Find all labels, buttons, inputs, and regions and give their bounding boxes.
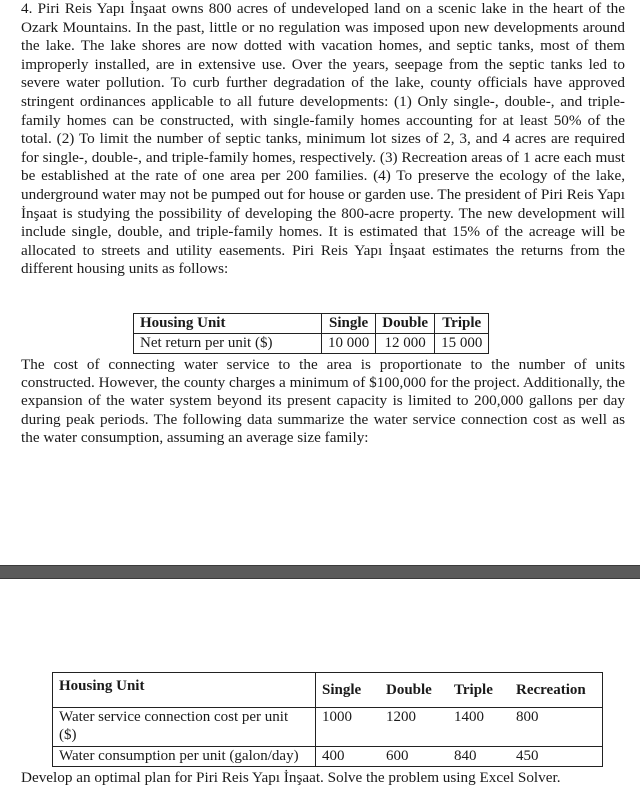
- water-header-double: Double: [386, 682, 432, 698]
- water-consumption-single: 400: [316, 747, 381, 767]
- returns-single-value: 10 000: [322, 334, 376, 354]
- water-header-recreation: Recreation: [516, 682, 586, 698]
- page-divider: [0, 565, 640, 579]
- problem-paragraph-2: The cost of connecting water service to the area is proportionate to the number of units constructed. However, the county charges a minimum of $100,000 for the project. Additionally, the expansion of the water system beyond its present capacity is limited to 200,000 gallons per day during peak periods. The following data summarize the water service connection cost as well as the water consumption, assuming an average size family:: [21, 356, 625, 446]
- problem-paragraph-1: 4. Piri Reis Yapı İnşaat owns 800 acres of undeveloped land on a scenic lake in the heart of the Ozark Mountains. In the past, little or no regulation was imposed upon new developments around the lake. The lake shores are now dotted with vacation homes, and septic tanks, most of them improperly installed, are in extensive use. Over the years, seepage from the septic tanks led to severe water pollution. To curb further degradation of the lake, county officials have approved stringent ordinances applicable to all future developments: (1) Only single-, double-, and triple-family homes can be constructed, with single-family homes accounting for at least 50% of the total. (2) To limit the number of septic tanks, minimum lot sizes of 2, 3, and 4 acres are required for single-, double-, and triple-family homes, respectively. (3) Recreation areas of 1 acre each must be established at the rate of one area per 200 families. (4) To preserve the ecology of the lake, underground water may not be pumped out for house or garden use. The president of Piri Reis Yapı İnşaat is studying the possibility of developing the 800-acre property. The new development will include single, double, and triple-family homes. It is estimated that 15% of the acreage will be allocated to streets and utility easements. Piri Reis Yapı İnşaat estimates the returns from the different housing units as follows:: [21, 0, 625, 278]
- returns-header-double: Double: [376, 314, 435, 334]
- water-consumption-recreation: 450: [510, 747, 603, 767]
- water-consumption-triple: 840: [448, 747, 510, 767]
- water-header-unit: Housing Unit: [53, 673, 316, 708]
- returns-row-label: Net return per unit ($): [134, 334, 322, 354]
- task-instruction: Develop an optimal plan for Piri Reis Yapı İnşaat. Solve the problem using Excel Solver.: [21, 769, 561, 786]
- water-consumption-label: Water consumption per unit (galon/day): [53, 747, 316, 767]
- water-header-single: Single: [322, 682, 362, 698]
- water-table: [52, 672, 603, 767]
- water-cost-label: Water service connection cost per unit ($): [53, 708, 316, 747]
- water-consumption-double: 600: [380, 747, 448, 767]
- returns-table: [133, 313, 489, 354]
- returns-header-unit: Housing Unit: [140, 315, 226, 331]
- water-cost-double: 1200: [386, 709, 416, 725]
- returns-header-single: Single: [322, 314, 376, 334]
- water-cost-triple: 1400: [454, 709, 484, 725]
- returns-double-value: 12 000: [376, 334, 435, 354]
- water-cost-single: 1000: [322, 709, 352, 725]
- water-header-triple: Triple: [454, 682, 493, 698]
- returns-header-triple: Triple: [435, 314, 489, 334]
- water-cost-recreation: 800: [516, 709, 539, 725]
- returns-triple-value: 15 000: [435, 334, 489, 354]
